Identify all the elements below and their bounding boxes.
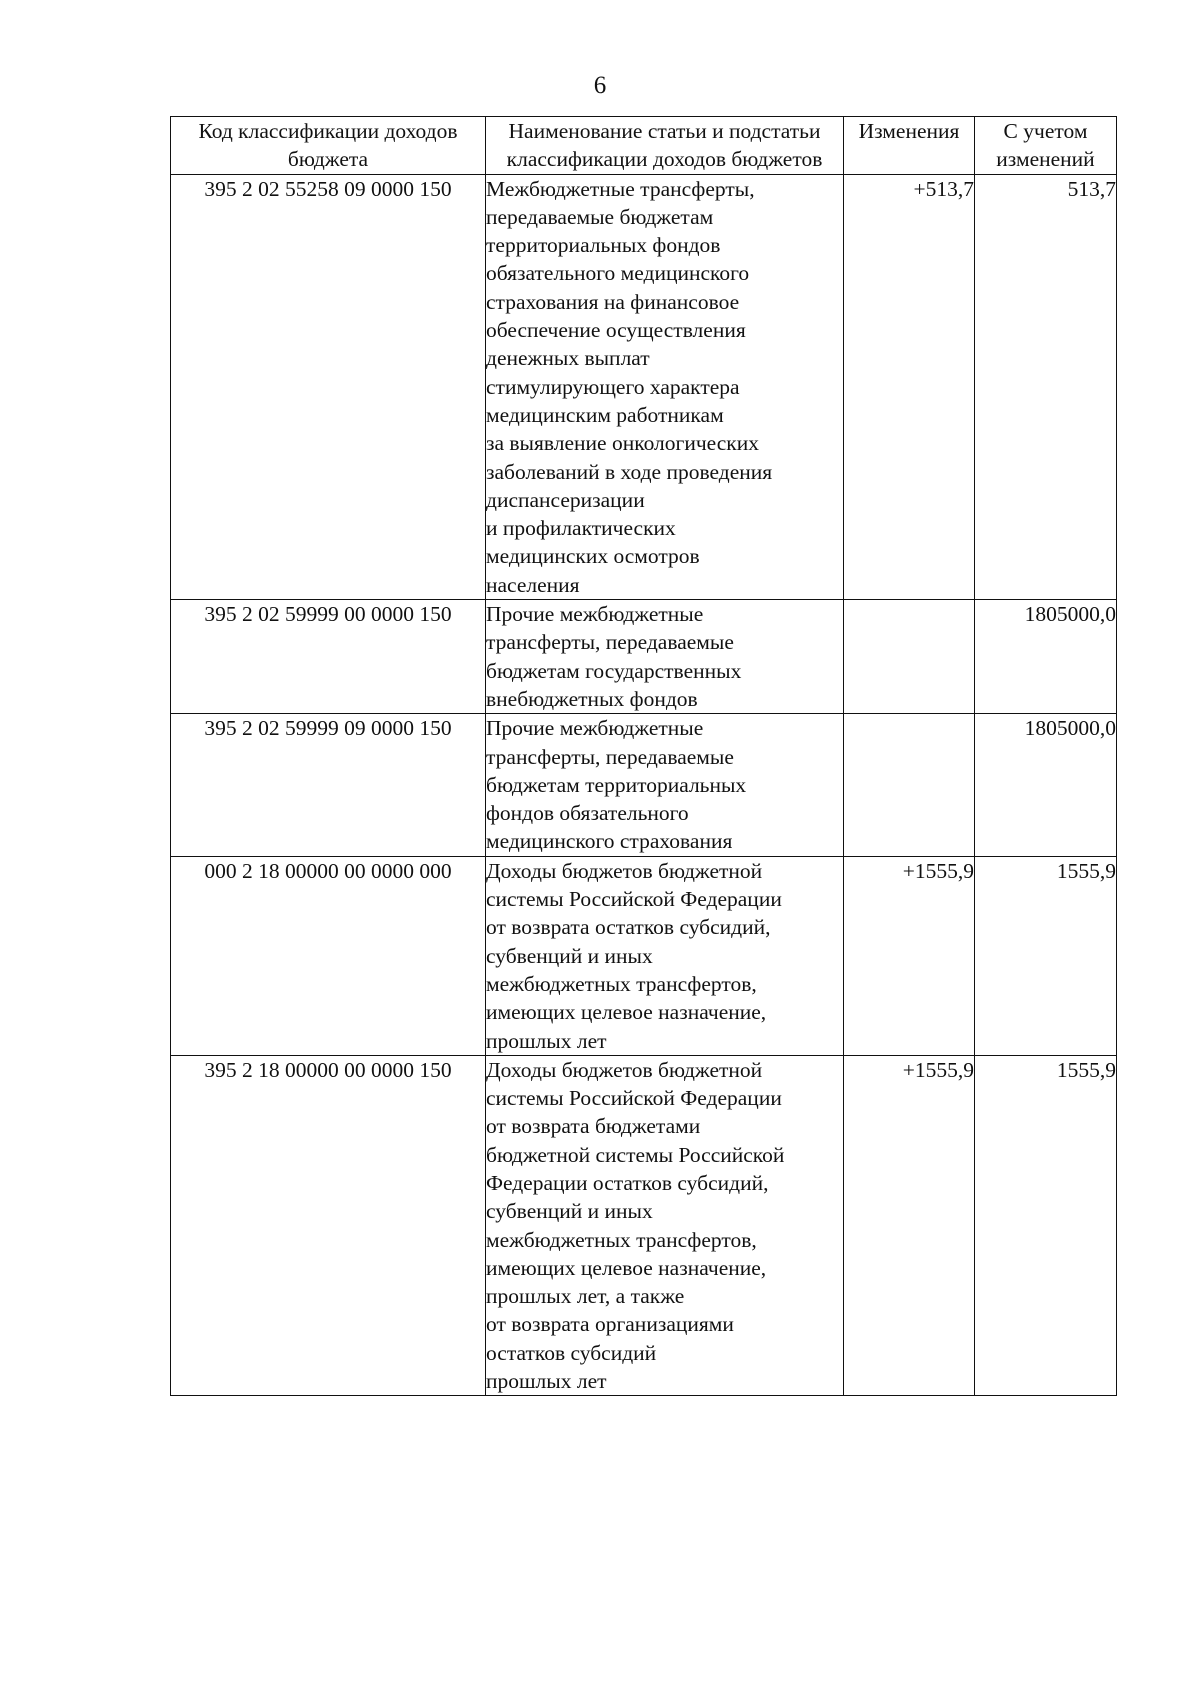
cell-name xyxy=(486,1055,844,1396)
cell-name-line: от возврата организациями xyxy=(486,1312,734,1337)
cell-code: 000 2 18 00000 00 0000 000 xyxy=(171,856,486,1055)
table-row xyxy=(171,600,1117,714)
page-number: 6 xyxy=(593,72,607,99)
cell-name-line: субвенций и иных xyxy=(486,1199,653,1224)
cell-name-line: медицинских осмотров xyxy=(486,544,700,569)
cell-name-line: медицинского страхования xyxy=(486,829,733,854)
header-total: С учетом изменений xyxy=(975,117,1117,175)
cell-name-line: прошлых лет xyxy=(486,1369,607,1394)
cell-name-line: Прочие межбюджетные xyxy=(486,602,704,627)
header-code: Код классификации доходов бюджета xyxy=(171,117,486,175)
cell-change xyxy=(844,714,975,856)
cell-total: 1805000,0 xyxy=(975,600,1117,714)
table-row xyxy=(171,1055,1117,1396)
cell-name-line: имеющих целевое назначение, xyxy=(486,1000,767,1025)
cell-name-line: диспансеризации xyxy=(486,487,645,512)
cell-total: 1555,9 xyxy=(975,856,1117,1055)
cell-code: 395 2 18 00000 00 0000 150 xyxy=(171,1055,486,1396)
cell-name-line: бюджетной системы Российской xyxy=(486,1142,785,1167)
cell-name-line: бюджетам государственных xyxy=(486,658,742,683)
cell-name-line: населения xyxy=(486,572,580,597)
cell-change xyxy=(844,600,975,714)
cell-name-line: прошлых лет xyxy=(486,1028,607,1053)
cell-name-line: передаваемые бюджетам xyxy=(486,204,714,229)
cell-name-line: территориальных фондов xyxy=(486,233,721,258)
cell-name-line: денежных выплат xyxy=(486,346,650,371)
cell-total: 1555,9 xyxy=(975,1055,1117,1396)
cell-name-line: заболеваний в ходе проведения xyxy=(486,459,773,484)
cell-name-line: от возврата бюджетами xyxy=(486,1114,701,1139)
cell-name-line: страхования на финансовое xyxy=(486,289,740,314)
cell-name xyxy=(486,714,844,856)
cell-name-line: за выявление онкологических xyxy=(486,431,759,456)
header-change: Изменения xyxy=(844,117,975,175)
cell-name-line: фондов обязательного xyxy=(486,801,689,826)
table-row xyxy=(171,174,1117,599)
cell-name-line: трансферты, передаваемые xyxy=(486,744,734,769)
cell-name-line: Доходы бюджетов бюджетной xyxy=(486,1057,763,1082)
cell-name-line: стимулирующего характера xyxy=(486,374,740,399)
cell-code: 395 2 02 59999 09 0000 150 xyxy=(171,714,486,856)
cell-name-line: обязательного медицинского xyxy=(486,261,750,286)
table-row xyxy=(171,856,1117,1055)
cell-name xyxy=(486,600,844,714)
cell-name-line: бюджетам территориальных xyxy=(486,772,747,797)
cell-name-line: Прочие межбюджетные xyxy=(486,716,704,741)
cell-name-line: Доходы бюджетов бюджетной xyxy=(486,858,763,883)
cell-change: +1555,9 xyxy=(844,856,975,1055)
cell-name-line: остатков субсидий xyxy=(486,1340,657,1365)
table-body xyxy=(171,174,1117,1396)
cell-change: +1555,9 xyxy=(844,1055,975,1396)
budget-revenue-table xyxy=(170,116,1117,1396)
cell-name xyxy=(486,174,844,599)
cell-name-line: трансферты, передаваемые xyxy=(486,630,734,655)
cell-name-line: межбюджетных трансфертов, xyxy=(486,971,757,996)
cell-name-line: субвенций и иных xyxy=(486,943,653,968)
cell-code: 395 2 02 55258 09 0000 150 xyxy=(171,174,486,599)
cell-name-line: медицинским работникам xyxy=(486,402,724,427)
cell-name-line: Федерации остатков субсидий, xyxy=(486,1170,769,1195)
cell-name-line: системы Российской Федерации xyxy=(486,1086,782,1111)
cell-name-line: имеющих целевое назначение, xyxy=(486,1255,767,1280)
cell-name-line: от возврата остатков субсидий, xyxy=(486,915,771,940)
cell-name-line: прошлых лет, а также xyxy=(486,1284,685,1309)
cell-total: 1805000,0 xyxy=(975,714,1117,856)
cell-name-line: Межбюджетные трансферты, xyxy=(486,176,755,201)
cell-name-line: и профилактических xyxy=(486,516,676,541)
cell-total: 513,7 xyxy=(975,174,1117,599)
cell-code: 395 2 02 59999 00 0000 150 xyxy=(171,600,486,714)
cell-name xyxy=(486,856,844,1055)
cell-name-line: системы Российской Федерации xyxy=(486,887,782,912)
table-row xyxy=(171,714,1117,856)
table-header-row xyxy=(171,117,1117,175)
cell-change: +513,7 xyxy=(844,174,975,599)
cell-name-line: межбюджетных трансфертов, xyxy=(486,1227,757,1252)
cell-name-line: обеспечение осуществления xyxy=(486,318,746,343)
cell-name-line: внебюджетных фондов xyxy=(486,686,698,711)
header-name: Наименование статьи и подстатьи классификации доходов бюджетов xyxy=(486,117,844,175)
